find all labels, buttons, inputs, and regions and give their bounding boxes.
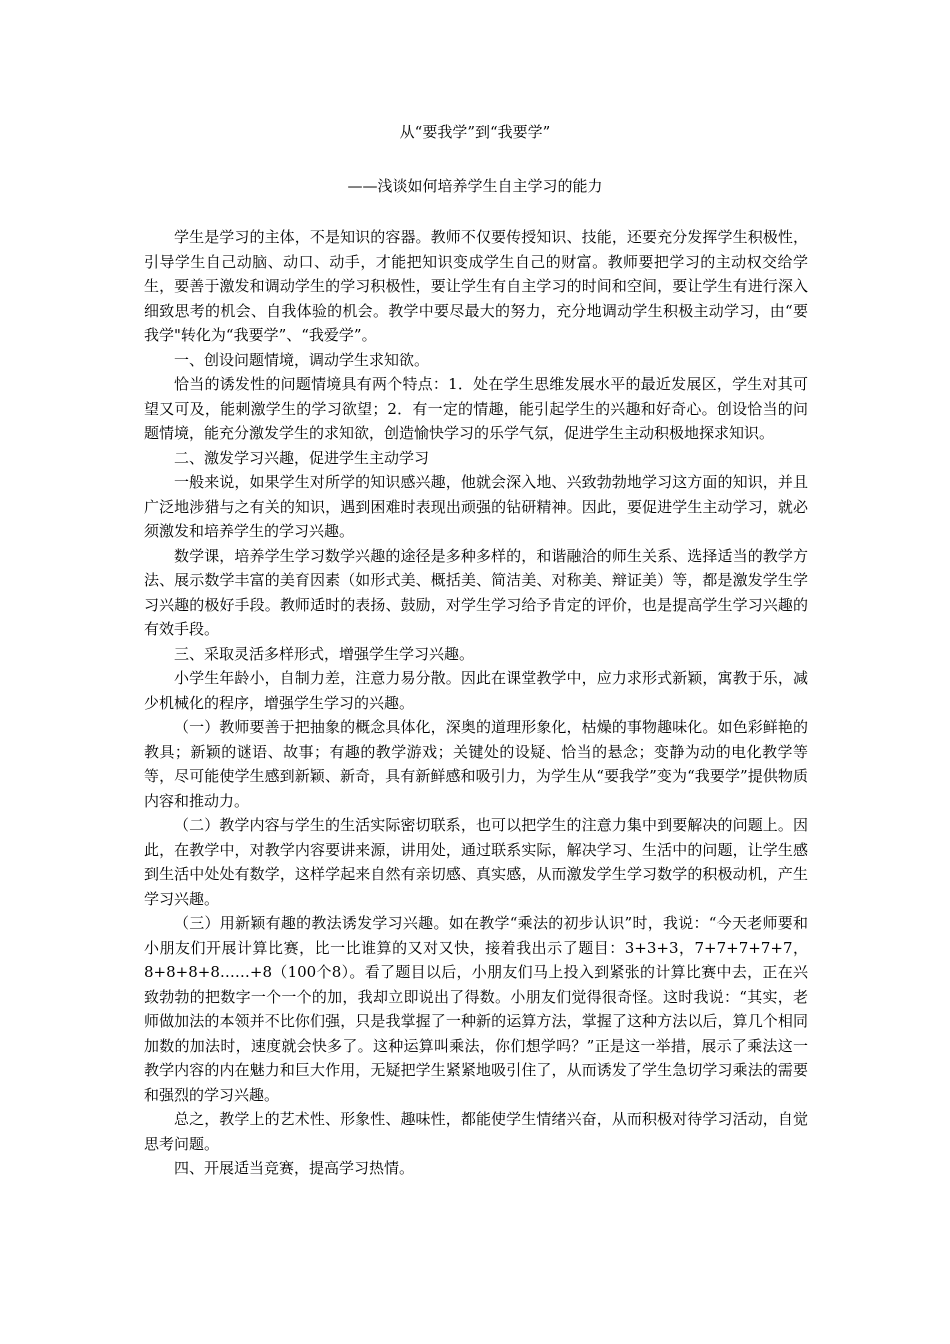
section-heading-3: 三、采取灵活多样形式，增强学生学习兴趣。: [174, 644, 475, 663]
section-heading-4: 四、开展适当竞赛，提高学习热情。: [174, 1159, 415, 1177]
document-title: 从“要我学”到“我要学”: [399, 123, 551, 141]
paragraph: 小学生年龄小，自制力差，注意力易分散。因此在课堂教学中，应力求形式新颖，寓教于乐，减少机械化的程序，增强学生学习的兴趣。: [144, 669, 808, 712]
document-body: [144, 225, 808, 1181]
section-heading-1: 一、创设问题情境，调动学生求知欲。: [174, 350, 430, 369]
paragraph-intro: 学生是学习的主体，不是知识的容器。教师不仅要传授知识、技能，还要充分发挥学生积极性，引导学生自己动脑、动口、动手，才能把知识变成学生自己的财富。教师要把学习的主动权交给学生，要善于激发和调动学生的学习积极性，要让学生有自主学习的时间和空间，要让学生有进行深入细致思考的机会、自我体验的机会。教学中要尽最大的努力，充分地调动学生积极主动学习，由“要我学"转化为“我要学”、“我爱学”。: [144, 228, 808, 344]
paragraph: （二）教学内容与学生的生活实际密切联系，也可以把学生的注意力集中到要解决的问题上。因此，在教学中，对教学内容要讲来源，讲用处，通过联系实际，解决学习、生活中的问题，让学生感到生活中处处有数学，这样学起来自然有亲切感、真实感，从而激发学生学习数学的积极动机，产生学习兴趣。: [144, 816, 808, 908]
paragraph: 总之，教学上的艺术性、形象性、趣味性，都能使学生情绪兴奋，从而积极对待学习活动，自觉思考问题。: [144, 1110, 808, 1153]
paragraph: 一般来说，如果学生对所学的知识感兴趣，他就会深入地、兴致勃勃地学习这方面的知识，并且广泛地涉猎与之有关的知识，遇到困难时表现出顽强的钻研精神。因此，要促进学生主动学习，就必须激发和培养学生的学习兴趣。: [144, 473, 808, 540]
paragraph: 数学课，培养学生学习数学兴趣的途径是多种多样的，和谐融洽的师生关系、选择适当的教学方法、展示数学丰富的美育因素（如形式美、概括美、简洁美、对称美、辩证美）等，都是激发学生学习兴趣的极好手段。教师适时的表扬、鼓励，对学生学习给予肯定的评价，也是提高学生学习兴趣的有效手段。: [144, 546, 808, 638]
paragraph: 恰当的诱发性的问题情境具有两个特点：1．处在学生思维发展水平的最近发展区，学生对其可望又可及，能刺激学生的学习欲望；2．有一定的情趣，能引起学生的兴趣和好奇心。创设恰当的问题情境，能充分激发学生的求知欲，创造愉快学习的乐学气氛，促进学生主动积极地探求知识。: [144, 375, 808, 442]
document-subtitle: ——浅谈如何培养学生自主学习的能力: [347, 177, 603, 195]
paragraph: （三）用新颖有趣的教法诱发学习兴趣。如在教学“乘法的初步认识”时，我说：“今天老师要和小朋友们开展计算比赛，比一比谁算的又对又快，接着我出示了题目：3+3+3，7+7+7+7+7，8+8+8+8……+8（100个8）。看了题目以后，小朋友们马上投入到紧张的计算比赛中去，正在兴致勃勃的把数字一个一个的加，我却立即说出了得数。小朋友们觉得很奇怪。这时我说：“其实，老师做加法的本领并不比你们强，只是我掌握了一种新的运算方法，掌握了这种方法以后，算几个相同加数的加法时，速度就会快多了。这种运算叫乘法，你们想学吗？”正是这一举措，展示了乘法这一教学内容的内在魅力和巨大作用，无疑把学生紧紧地吸引住了，从而诱发了学生急切学习乘法的需要和强烈的学习兴趣。: [144, 914, 808, 1104]
section-heading-2: 二、激发学习兴趣，促进学生主动学习: [174, 448, 430, 467]
paragraph: （一）教师要善于把抽象的概念具体化，深奥的道理形象化，枯燥的事物趣味化。如色彩鲜艳的教具；新颖的谜语、故事；有趣的教学游戏；关键处的设疑、恰当的悬念；变静为动的电化教学等等，尽可能使学生感到新颖、新奇，具有新鲜感和吸引力，为学生从“要我学”变为“我要学”提供物质内容和推动力。: [144, 718, 808, 810]
